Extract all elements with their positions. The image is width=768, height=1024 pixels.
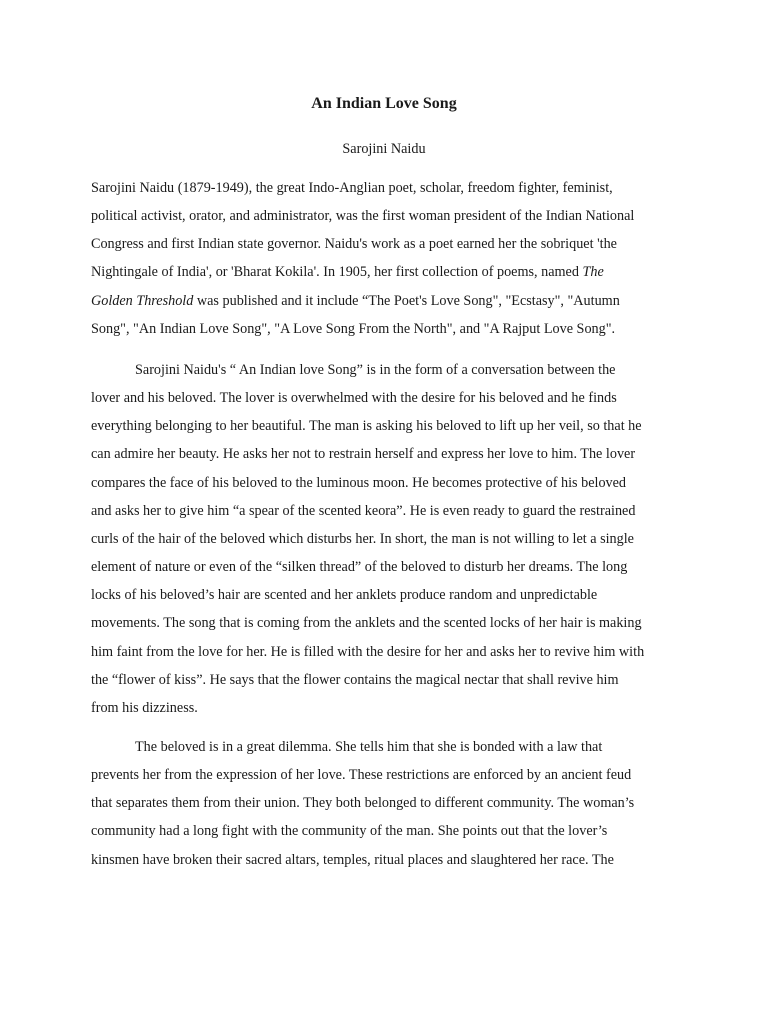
paragraph-line: that separates them from their union. They both belonged to different community. The woman’s bbox=[91, 795, 635, 812]
paragraph-line: can admire her beauty. He asks her not to restrain herself and express her love to him. The lover bbox=[91, 446, 636, 463]
italic-book-title-end: Golden Threshold bbox=[91, 292, 194, 309]
paragraph-line: Congress and first Indian state governor. Naidu's work as a poet earned her the sobriquet 'the bbox=[91, 236, 617, 253]
paragraph-line: lover and his beloved. The lover is overwhelmed with the desire for his beloved and he finds bbox=[91, 390, 617, 407]
paragraph-line: compares the face of his beloved to the luminous moon. He becomes protective of his beloved bbox=[91, 474, 627, 491]
paragraph-line: movements. The song that is coming from the anklets and the scented locks of her hair is making bbox=[91, 615, 642, 632]
paragraph-line: him faint from the love for her. He is filled with the desire for her and asks her to revive him with bbox=[91, 643, 645, 660]
paragraph-line: Sarojini Naidu's “ An Indian love Song” is in the form of a conversation between the bbox=[135, 362, 616, 378]
dilemma-paragraph bbox=[91, 733, 681, 874]
paragraph-line: the “flower of kiss”. He says that the flower contains the magical nectar that shall revive him bbox=[91, 671, 619, 688]
document-title: An Indian Love Song bbox=[311, 95, 457, 112]
paragraph-line: curls of the hair of the beloved which disturbs her. In short, the man is not willing to let a single bbox=[91, 530, 634, 547]
paragraph-line: Song", "An Indian Love Song", "A Love Song From the North", and "A Rajput Love Song". bbox=[91, 320, 616, 337]
paragraph-line bbox=[91, 287, 681, 315]
paragraph-line: everything belonging to her beautiful. The man is asking his beloved to lift up her veil, so that he bbox=[91, 418, 642, 435]
paragraph-line: from his dizziness. bbox=[91, 699, 198, 716]
paragraph-line bbox=[91, 258, 681, 286]
text-run: was published and it include “The Poet's Love Song", "Ecstasy", "Autumn bbox=[193, 292, 620, 309]
text-run: Nightingale of India', or 'Bharat Kokila'. In 1905, her first collection of poems, named bbox=[91, 264, 583, 281]
author-name: Sarojini Naidu bbox=[342, 141, 426, 157]
paragraph-line: element of nature or even of the “silken thread” of the beloved to disturb her dreams. The long bbox=[91, 559, 628, 576]
intro-paragraph bbox=[91, 174, 681, 343]
paragraph-line: community had a long fight with the community of the man. She points out that the lover’s bbox=[91, 823, 608, 840]
italic-book-title-start: The bbox=[582, 264, 604, 281]
paragraph-line: and asks her to give him “a spear of the scented keora”. He is even ready to guard the restrained bbox=[91, 502, 636, 519]
paragraph-line: locks of his beloved’s hair are scented and her anklets produce random and unpredictable bbox=[91, 587, 598, 604]
paragraph-line: kinsmen have broken their sacred altars, temples, ritual places and slaughtered her race. The bbox=[91, 851, 614, 868]
paragraph-line: Sarojini Naidu (1879-1949), the great Indo-Anglian poet, scholar, freedom fighter, feminist, bbox=[91, 180, 613, 196]
paragraph-line: prevents her from the expression of her love. These restrictions are enforced by an ancient feud bbox=[91, 767, 632, 784]
paragraph-line: political activist, orator, and administrator, was the first woman president of the Indian National bbox=[91, 208, 635, 225]
paragraph-line: The beloved is in a great dilemma. She tells him that she is bonded with a law that bbox=[135, 739, 603, 755]
conversation-paragraph bbox=[91, 356, 681, 722]
